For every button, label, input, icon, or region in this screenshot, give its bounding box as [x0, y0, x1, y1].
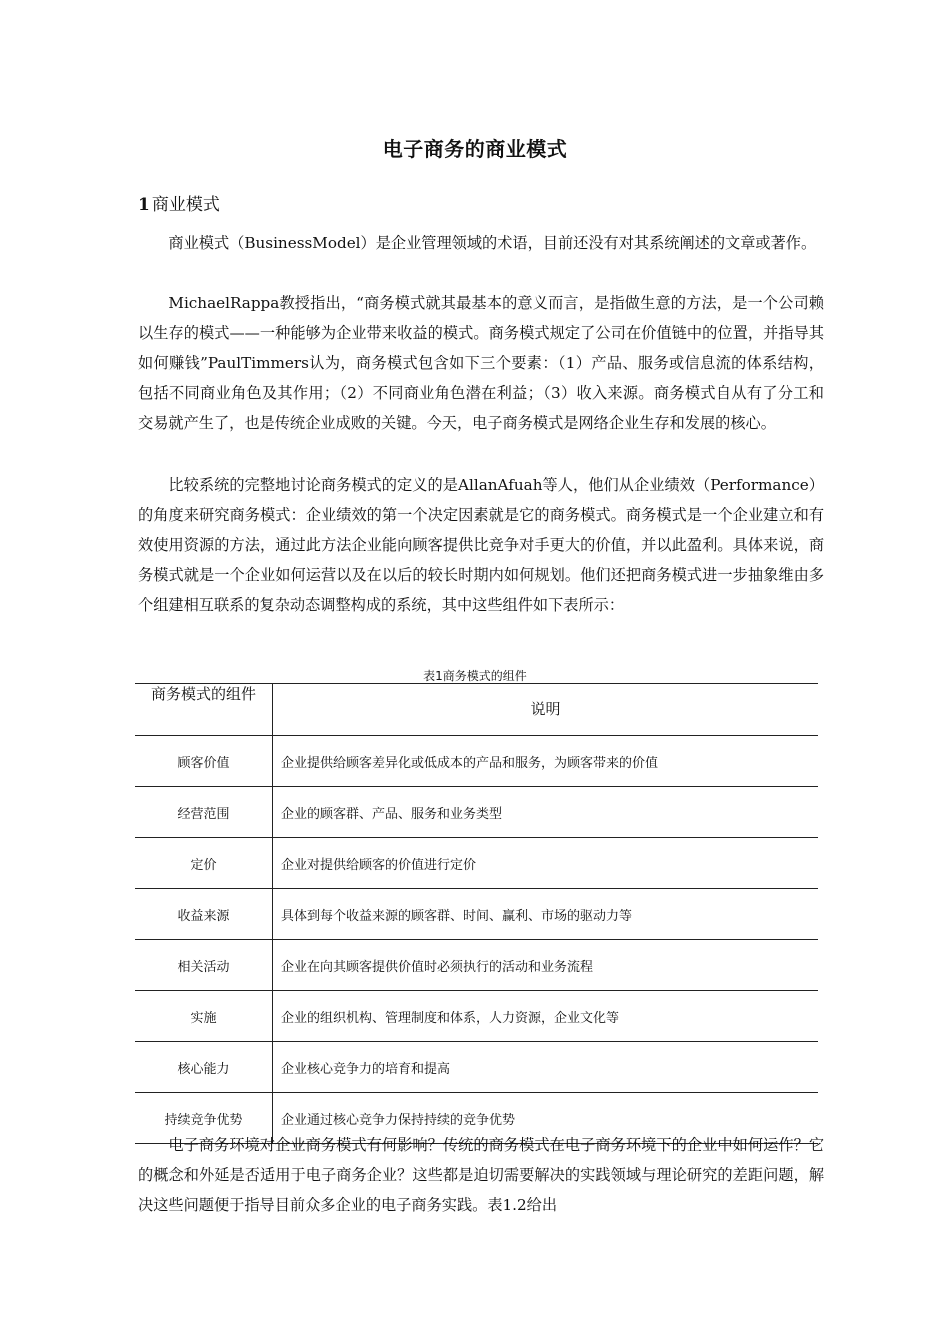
section-number: 1 — [138, 195, 150, 215]
cell-component: 收益来源 — [135, 889, 273, 940]
cell-component: 核心能力 — [135, 1042, 273, 1093]
cell-description: 企业在向其顾客提供价值时必须执行的活动和业务流程 — [273, 940, 819, 991]
cell-component: 实施 — [135, 991, 273, 1042]
section-title: 商业模式 — [151, 195, 220, 215]
table-row — [135, 1042, 818, 1093]
cell-description: 具体到每个收益来源的顾客群、时间、赢利、市场的驱动力等 — [273, 889, 819, 940]
cell-component: 相关活动 — [135, 940, 273, 991]
table-header-row — [135, 684, 818, 736]
cell-component: 经营范围 — [135, 787, 273, 838]
paragraph-4: 电子商务环境对企业商务模式有何影响？传统的商务模式在电子商务环境下的企业中如何运作？它的概念和外延是否适用于电子商务企业？这些都是迫切需要解决的实践领域与理论研究的差距问题，解决这些问题便于指导目前众多企业的电子商务实践。表1.2给出 — [138, 1136, 824, 1214]
cell-description: 企业通过核心竞争力保持持续的竞争优势 — [273, 1093, 819, 1144]
header-component: 商务模式的组件 — [135, 684, 273, 736]
table-body — [135, 736, 818, 1144]
cell-component: 顾客价值 — [135, 736, 273, 787]
document-title: 电子商务的商业模式 — [382, 137, 568, 161]
paragraph-3: 比较系统的完整地讨论商务模式的定义的是AllanAfuah等人，他们从企业绩效（Performance）的角度来研究商务模式：企业绩效的第一个决定因素就是它的商务模式。商务模式是一个企业建立和有效使用资源的方法，通过此方法企业能向顾客提供比竞争对手更大的价值，并以此盈利。具体来说，商务模式就是一个企业如何运营以及在以后的较长时期内如何规划。他们还把商务模式进一步抽象维由多个组建相互联系的复杂动态调整构成的系统，其中这些组件如下表所示： — [138, 476, 824, 614]
header-description: 说明 — [273, 684, 819, 736]
cell-component: 持续竞争优势 — [135, 1093, 273, 1144]
cell-description: 企业的顾客群、产品、服务和业务类型 — [273, 787, 819, 838]
table-caption: 表1商务模式的组件 — [423, 669, 527, 683]
table-row — [135, 940, 818, 991]
table-row — [135, 787, 818, 838]
cell-description: 企业提供给顾客差异化或低成本的产品和服务，为顾客带来的价值 — [273, 736, 819, 787]
cell-description: 企业的组织机构、管理制度和体系，人力资源，企业文化等 — [273, 991, 819, 1042]
cell-component: 定价 — [135, 838, 273, 889]
table-row — [135, 736, 818, 787]
table-row — [135, 889, 818, 940]
paragraph-2: MichaelRappa教授指出，“商务模式就其最基本的意义而言，是指做生意的方法，是一个公司赖以生存的模式——一种能够为企业带来收益的模式。商务模式规定了公司在价值链中的位置，并指导其如何赚钱”PaulTimmers认为，商务模式包含如下三个要素：（1）产品、服务或信息流的体系结构，包括不同商业角色及其作用；（2）不同商业角色潜在利益；（3）收入来源。商务模式自从有了分工和交易就产生了，也是传统企业成败的关键。今天，电子商务模式是网络企业生存和发展的核心。 — [138, 294, 824, 432]
components-table — [135, 683, 818, 1144]
cell-description: 企业对提供给顾客的价值进行定价 — [273, 838, 819, 889]
table-row — [135, 991, 818, 1042]
table-row — [135, 838, 818, 889]
cell-description: 企业核心竞争力的培育和提高 — [273, 1042, 819, 1093]
paragraph-1: 商业模式（BusinessModel）是企业管理领域的术语，目前还没有对其系统阐述的文章或著作。 — [168, 234, 817, 252]
section-heading — [138, 190, 220, 215]
